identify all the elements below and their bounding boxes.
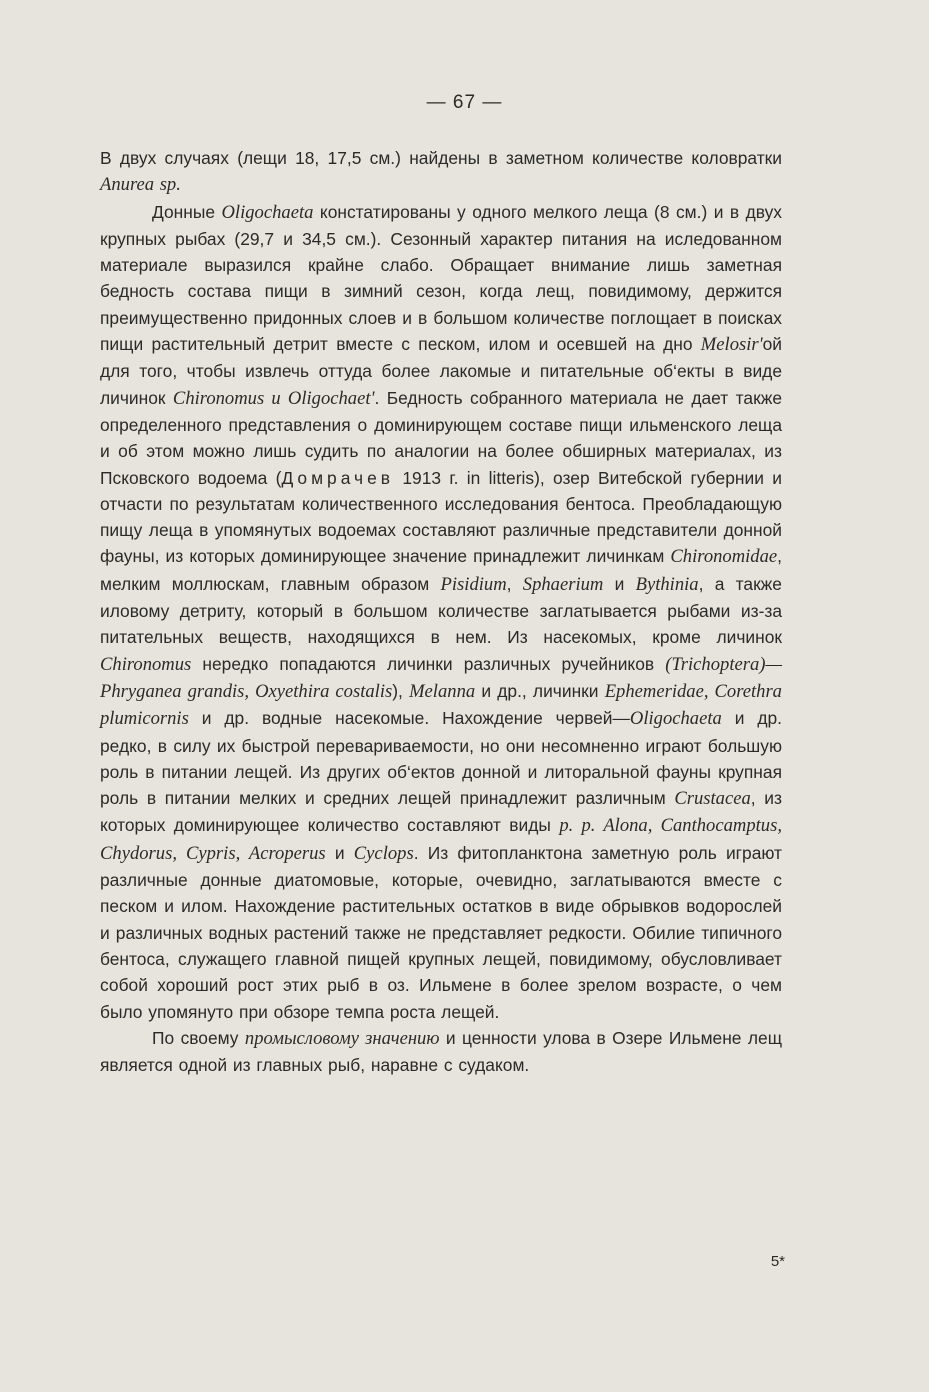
italic-text-run: Chironomidae (670, 546, 778, 568)
text-run: и др. редко, в силу их быстрой перевариваемости, но они несомненно играют большую роль в питании лещей. Из других об‘ектов донной и литоральной фауны крупная роль в питании мелких и средних лещей принадлежит различным (100, 708, 783, 809)
italic-text-run: (Trichoptera)—Phryganea grandis, Oxyethira costalis (100, 653, 782, 702)
text-run: и др., личинки (475, 680, 605, 701)
text-run: нередко попадаются личинки различных ручейников (191, 653, 666, 674)
text-run: констатированы у одного мелкого леща (8 см.) и в двух крупных рыбах (29,7 и 34,5 см.). Сезонный характер питания на иследованном материале выразился крайне слабо. Обращает внимание лишь заметная бедность состава пищи в зимний сезон, когда лещ, повидимому, держится преимущественно придонных слоев и в большом количестве поглощает в поисках пищи растительный детрит вместе с песком, илом и осевшей на дно (100, 201, 782, 355)
text-run: В двух случаях (лещи 18, 17,5 см.) найдены в заметном количестве коловратки (100, 148, 782, 168)
text-run: Донные (152, 201, 222, 222)
text-run: и др. водные насекомые. Нахождение червей— (188, 708, 630, 729)
text-run: . Из фитопланктона заметную роль играют различные донные диатомовые, которые, очевидно, заглатываются вместе с песком и илом. Нахождение растительных остатков в виде обрывков водорослей и различных водных растений также не представляет редкости. Обилие типичного бентоса, служащего главной пищей крупных лещей, повидимому, обусловливает собой хороший рост этих рыб в оз. Ильмене в более зрелом возрасте, о чем было упомянуто при обзоре темпа роста лещей. (100, 842, 782, 1022)
text-run: и (325, 842, 354, 863)
italic-text-run: Pisidium (440, 573, 507, 595)
italic-text-run: Chironomus и Oligochaet' (172, 387, 375, 409)
italic-text-run: Sphaerium (522, 573, 604, 595)
italic-text-run: Crustacea (674, 788, 751, 810)
italic-text-run: промысловому значению (244, 1027, 440, 1049)
paragraph (100, 145, 782, 199)
text-run: и (603, 573, 636, 594)
italic-text-run: Melanna (409, 680, 476, 702)
text-run: и ценности улова в Озере Ильмене лещ является одной из главных рыб, наравне с судаком. (100, 1027, 782, 1076)
italic-text-run: Chironomus (100, 653, 192, 675)
italic-text-run: p. p. Alona, Canthocamptus, Chydorus, Cypris, Acroperus (100, 815, 782, 864)
italic-text-run: Bythinia (635, 573, 699, 595)
spaced-text-run: Домрачев (281, 467, 394, 488)
page-number: — 67 — (426, 92, 503, 113)
italic-text-run: Melosir' (700, 334, 763, 356)
text-run: , мелким моллюскам, главным образом (100, 546, 782, 594)
text-run: . Бедность собранного материала не дает также определенного представления о доминирующем составе пищи ильменского леща и об этом можно лишь судить по аналогии на более обширных материалах, из Псковского водоема ( (100, 387, 782, 488)
text-run: , из которых доминирующее количество составляют виды (100, 788, 782, 836)
text-run: , (506, 573, 523, 594)
italic-text-run: Ephemeridae, Corethra plumicornis (100, 680, 782, 730)
italic-text-run: Oligochaeta (221, 201, 314, 223)
text-run: По своему (152, 1027, 245, 1048)
paragraph (100, 199, 782, 1025)
italic-text-run: Cyclops (353, 842, 414, 864)
italic-text-run: Oligochaeta (629, 708, 722, 730)
text-run: ой для того, чтобы извлечь оттуда более лакомые и питательные об‘екты в виде личинок (100, 334, 782, 408)
text-run: ), (392, 680, 410, 701)
paragraph (100, 1025, 782, 1079)
text-run: , а также иловому детриту, который в большом количестве заглатывается рыбами из-за питательных веществ, находящихся в нем. Из насекомых, кроме личинок (100, 573, 782, 648)
italic-text-run: Anurea sp. (100, 174, 181, 196)
text-run: 1913 г. in litteris), озер Витебской губернии и отчасти по результатам количественного исследования бентоса. Преобладающую пищу леща в упомянутых водоемах составляют различные представители донной фауны, из которых доминирующее значение принадлежит личинкам (100, 467, 782, 567)
body-text (100, 145, 782, 1078)
signature-mark: 5* (770, 1253, 785, 1270)
